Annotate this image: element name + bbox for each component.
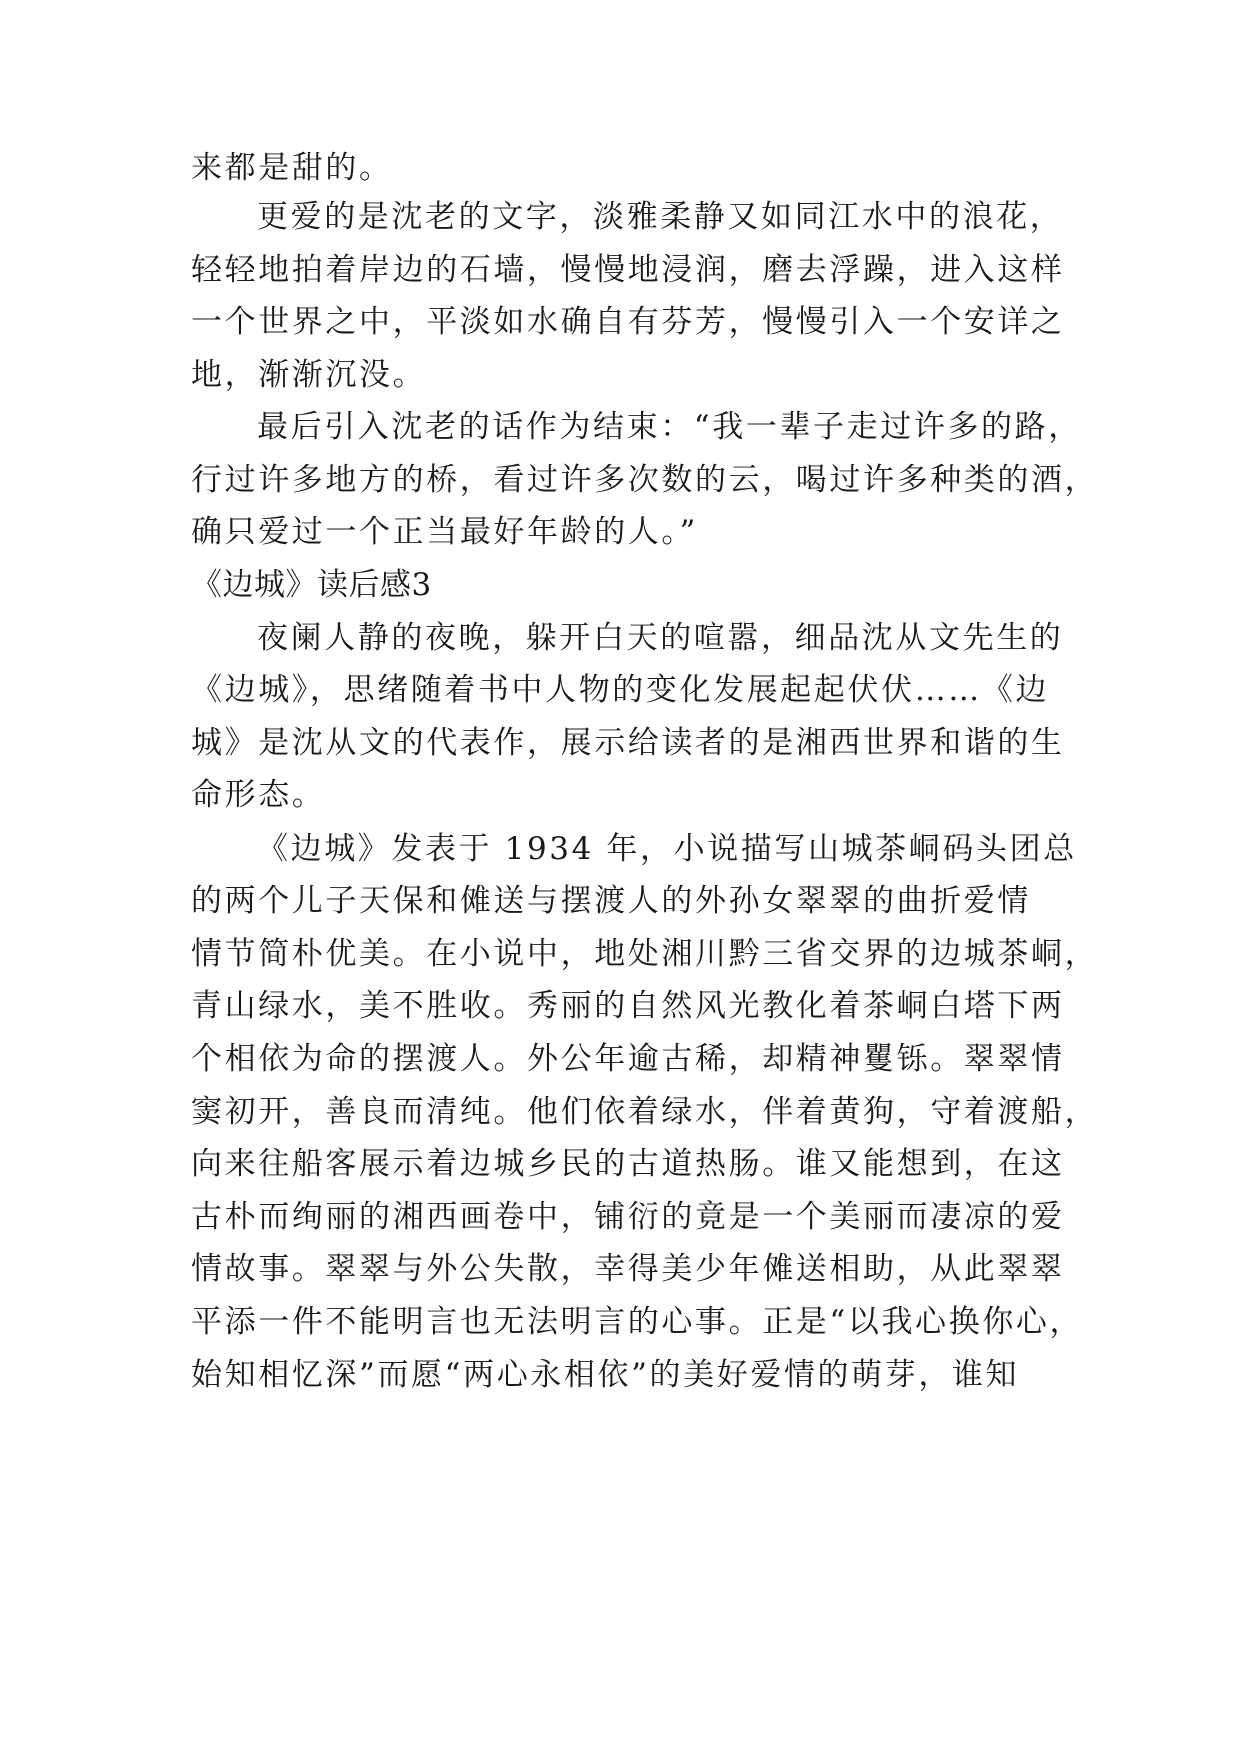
text-line: 情节简朴优美。在小说中，地处湘川黔三省交界的边城茶峒， [191,936,1099,972]
text-line: 个相依为命的摆渡人。外公年逾古稀，却精神矍铄。翠翠情 [191,1041,1065,1077]
text-line: 青山绿水，美不胜收。秀丽的自然风光教化着茶峒白塔下两 [191,988,1065,1024]
text-line: 最后引入沈老的话作为结束：“我一辈子走过许多的路， [257,409,1082,445]
text-line: 城》是沈从文的代表作，展示给读者的是湘西世界和谐的生 [191,725,1065,761]
text-line: 窦初开，善良而清纯。他们依着绿水，伴着黄狗，守着渡船， [191,1094,1099,1130]
text-line: 《边城》，思绪随着书中人物的变化发展起起伏伏……《边 [191,672,1050,708]
text-line: 始知相忆深”而愿“两心永相依”的美好爱情的萌芽，谁知 [191,1357,1020,1393]
text-line: 轻轻地拍着岸边的石墙，慢慢地浸润，磨去浮躁，进入这样 [191,252,1065,288]
text-line: 地，渐渐沉没。 [191,357,427,393]
text-line: 的两个儿子天保和傩送与摆渡人的外孙女翠翠的曲折爱情 [191,883,1031,919]
text-line: 确只爱过一个正当最好年龄的人。” [191,514,698,550]
text-line: 《边城》发表于 1934 年，小说描写山城茶峒码头团总 [257,831,1077,867]
text-line: 一个世界之中，平淡如水确自有芬芳，慢慢引入一个安详之 [191,304,1065,340]
text-line: 更爱的是沈老的文字，淡雅柔静又如同江水中的浪花， [257,199,1064,235]
text-line: 夜阑人静的夜晚，躲开白天的喧嚣，细品沈从文先生的 [257,620,1064,656]
text-line: 平添一件不能明言也无法明言的心事。正是“以我心换你心， [191,1304,1084,1340]
text-line: 来都是甜的。 [191,150,393,186]
text-line: 行过许多地方的桥，看过许多次数的云，喝过许多种类的酒， [191,462,1099,498]
section-heading: 《边城》读后感3 [191,567,432,603]
text-line: 向来往船客展示着边城乡民的古道热肠。谁又能想到，在这 [191,1146,1065,1182]
text-line: 古朴而绚丽的湘西画卷中，铺衍的竟是一个美丽而凄凉的爱 [191,1199,1065,1235]
text-line: 情故事。翠翠与外公失散，幸得美少年傩送相助，从此翠翠 [191,1251,1065,1287]
text-line: 命形态。 [191,777,326,813]
